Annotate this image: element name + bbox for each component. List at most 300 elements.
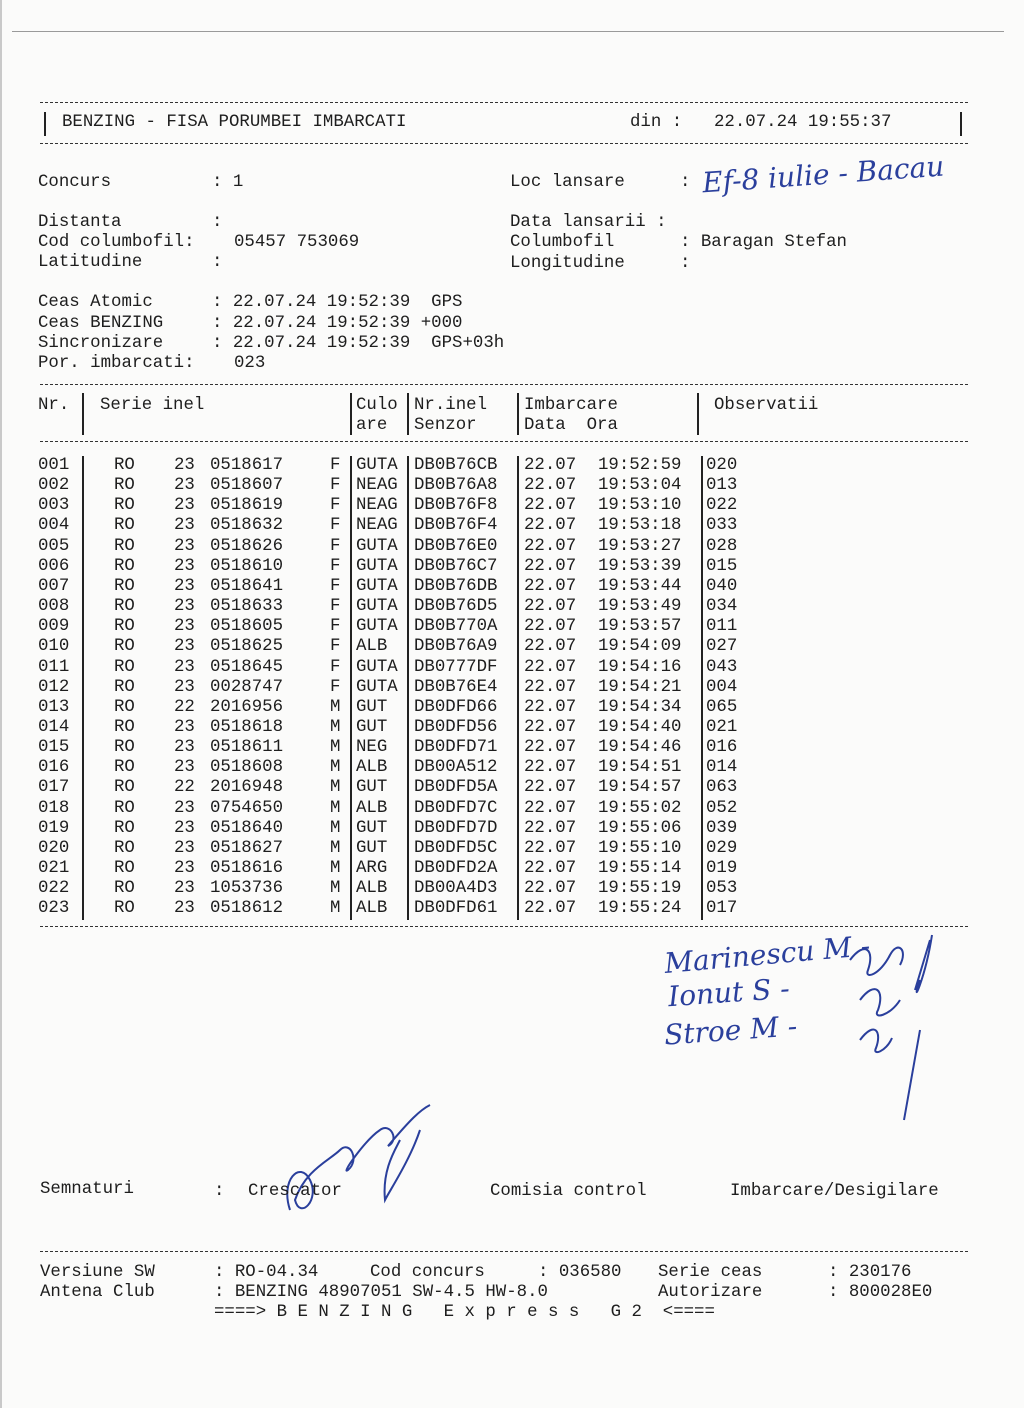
column-divider [517,537,519,558]
column-divider [517,577,519,598]
ceas-atomic-label: Ceas Atomic [38,293,153,312]
cell-time: 19:53:44 [598,576,682,596]
cell-observatii: 004 [706,677,738,697]
column-divider [82,698,84,719]
cell-date: 22.07 [524,637,577,657]
column-divider [82,738,84,759]
cell-ring-number: 0518627 [210,838,284,858]
ceas-benzing-value: : 22.07.24 19:52:39 +000 [212,314,463,333]
column-divider [82,879,84,900]
cell-date: 22.07 [524,677,577,697]
cell-country: RO [114,838,135,858]
serie-ceas-value: : 230176 [828,1263,912,1282]
imbarcare-desigilare-label: Imbarcare/Desigilare [730,1182,939,1201]
document-title: BENZING - FISA PORUMBEI IMBARCATI [62,113,407,132]
column-divider [350,537,352,558]
cell-sensor: DB0B76DB [414,576,498,596]
concurs-value: : 1 [212,173,244,192]
cell-country: RO [114,556,135,576]
cell-color: ALB [356,899,388,919]
cell-time: 19:53:39 [598,556,682,576]
cell-year: 23 [174,657,195,677]
column-divider [350,819,352,840]
cell-time: 19:54:21 [598,677,682,697]
cell-year: 23 [174,738,195,758]
table-rule-header [40,441,968,442]
comisia-label: Comisia control [490,1182,647,1201]
column-divider [350,476,352,497]
cell-time: 19:52:59 [598,456,682,475]
cell-date: 22.07 [524,657,577,677]
cell-time: 19:54:51 [598,758,682,778]
cell-country: RO [114,899,135,919]
column-divider [517,516,519,537]
longitudine-label: Longitudine [510,254,625,273]
cell-time: 19:54:16 [598,657,682,677]
sincronizare-label: Sincronizare [38,334,164,353]
table-row [0,537,1024,557]
cell-ring-number: 0518641 [210,576,284,596]
column-divider [517,778,519,799]
th-imbarcare-1: Imbarcare [524,396,618,415]
table-row [0,879,1024,899]
cell-country: RO [114,879,135,899]
table-row [0,819,1024,839]
cell-date: 22.07 [524,798,577,818]
header-bar-left [44,112,46,136]
column-divider [82,637,84,658]
cell-sex: F [330,597,341,617]
column-divider [701,879,703,900]
column-divider [701,839,703,860]
cod-concurs-label: Cod concurs [370,1263,485,1282]
column-divider [407,778,409,799]
cell-ring-number: 1053736 [210,879,284,899]
cell-date: 22.07 [524,717,577,737]
cell-year: 23 [174,516,195,536]
column-divider [407,496,409,517]
cell-color: GUTA [356,576,398,596]
cell-time: 19:53:10 [598,496,682,516]
cell-time: 19:55:06 [598,818,682,838]
cell-observatii: 014 [706,758,738,778]
table-row [0,758,1024,778]
cell-year: 23 [174,556,195,576]
table-row [0,456,1024,476]
cell-nr: 019 [38,818,70,838]
table-row [0,799,1024,819]
column-divider [701,597,703,618]
cod-columbofil-value: 05457 753069 [234,233,360,252]
table-row [0,839,1024,859]
cell-color: GUT [356,818,388,838]
cell-nr: 006 [38,556,70,576]
th-nr: Nr. [38,396,70,415]
column-divider [82,577,84,598]
column-divider [350,879,352,900]
cell-year: 22 [174,697,195,717]
cell-color: GUTA [356,657,398,677]
column-divider [701,476,703,497]
cell-observatii: 034 [706,597,738,617]
cell-sex: M [330,899,341,919]
column-divider [350,637,352,658]
cell-sex: F [330,617,341,637]
th-bar-2 [350,393,352,435]
th-bar-5 [697,393,699,435]
cell-color: ALB [356,758,388,778]
cell-nr: 010 [38,637,70,657]
column-divider [407,698,409,719]
cell-sex: F [330,496,341,516]
cell-time: 19:54:46 [598,738,682,758]
commission-signatures [820,920,960,1130]
header-rule-bottom [40,143,968,144]
column-divider [701,718,703,739]
cell-observatii: 021 [706,717,738,737]
footer-rule [40,1251,968,1252]
th-bar-3 [407,393,409,435]
column-divider [82,778,84,799]
versiune-value: : RO-04.34 [214,1263,319,1282]
column-divider [517,839,519,860]
breeder-signature [270,1100,460,1230]
table-row [0,899,1024,919]
crescator-label: Crescator [248,1182,342,1201]
cell-date: 22.07 [524,536,577,556]
cell-ring-number: 0518618 [210,717,284,737]
column-divider [82,456,84,477]
distanta-value: : [212,213,223,232]
table-row [0,738,1024,758]
column-divider [82,718,84,739]
cell-year: 23 [174,818,195,838]
cell-color: GUT [356,717,388,737]
column-divider [350,516,352,537]
cell-observatii: 011 [706,617,738,637]
cell-observatii: 020 [706,456,738,475]
columbofil-value: : Baragan Stefan [680,233,847,252]
th-culoare-1: Culo [356,396,398,415]
cell-country: RO [114,456,135,475]
cell-time: 19:53:57 [598,617,682,637]
column-divider [350,718,352,739]
cell-ring-number: 2016956 [210,697,284,717]
column-divider [407,678,409,699]
cell-date: 22.07 [524,576,577,596]
column-divider [350,597,352,618]
column-divider [701,698,703,719]
column-divider [407,597,409,618]
cell-sex: M [330,838,341,858]
cell-date: 22.07 [524,597,577,617]
cell-color: NEAG [356,516,398,536]
cell-sensor: DB0B76F4 [414,516,498,536]
cod-concurs-value: : 036580 [538,1263,622,1282]
column-divider [517,617,519,638]
loc-handwritten: Ef-8 iulie - Bacau [701,149,946,200]
cell-sensor: DB0B76F8 [414,496,498,516]
table-row [0,859,1024,879]
concurs-label: Concurs [38,173,112,192]
cell-sex: F [330,576,341,596]
cell-sex: M [330,738,341,758]
cell-time: 19:54:40 [598,717,682,737]
cell-date: 22.07 [524,516,577,536]
cell-date: 22.07 [524,556,577,576]
column-divider [407,859,409,880]
column-divider [82,537,84,558]
cell-observatii: 013 [706,476,738,496]
cell-sex: F [330,536,341,556]
cell-sensor: DB0DFD7C [414,798,498,818]
cell-nr: 022 [38,879,70,899]
cell-time: 19:53:04 [598,476,682,496]
cell-sensor: DB0B76C7 [414,556,498,576]
column-divider [701,617,703,638]
column-divider [701,537,703,558]
cell-sex: F [330,556,341,576]
column-divider [701,678,703,699]
cell-sensor: DB0B76D5 [414,597,498,617]
column-divider [407,718,409,739]
cell-sex: F [330,657,341,677]
cell-time: 19:55:10 [598,838,682,858]
column-divider [82,617,84,638]
cell-ring-number: 0754650 [210,798,284,818]
th-serie-inel: Serie inel [100,396,205,415]
cell-country: RO [114,778,135,798]
cell-sex: F [330,516,341,536]
cell-nr: 013 [38,697,70,717]
cell-sex: M [330,758,341,778]
cell-year: 23 [174,496,195,516]
cell-year: 23 [174,859,195,878]
cell-date: 22.07 [524,496,577,516]
cell-ring-number: 0518626 [210,536,284,556]
cell-year: 23 [174,536,195,556]
cell-nr: 014 [38,717,70,737]
column-divider [701,456,703,477]
cell-ring-number: 0518611 [210,738,284,758]
antena-value: : BENZING 48907051 SW-4.5 HW-8.0 [214,1283,548,1302]
cell-date: 22.07 [524,879,577,899]
column-divider [517,476,519,497]
column-divider [407,819,409,840]
th-nr-inel-1: Nr.inel [414,396,488,415]
cell-nr: 016 [38,758,70,778]
cell-year: 23 [174,798,195,818]
table-row [0,698,1024,718]
cell-color: GUTA [356,617,398,637]
cell-nr: 023 [38,899,70,919]
column-divider [701,516,703,537]
column-divider [407,658,409,679]
column-divider [350,799,352,820]
column-divider [350,899,352,920]
column-divider [350,839,352,860]
cell-ring-number: 0518617 [210,456,284,475]
table-row [0,577,1024,597]
din-value: 22.07.24 19:55:37 [714,113,892,132]
cell-color: GUTA [356,536,398,556]
cell-nr: 017 [38,778,70,798]
cell-sensor: DB0DFD7D [414,818,498,838]
data-lansarii-label: Data lansarii : [510,213,667,232]
column-divider [407,758,409,779]
cell-color: GUTA [356,597,398,617]
column-divider [350,617,352,638]
cell-observatii: 017 [706,899,738,919]
por-imbarcati-label: Por. imbarcati: [38,354,195,373]
column-divider [350,738,352,759]
cell-ring-number: 0518612 [210,899,284,919]
distanta-label: Distanta [38,213,122,232]
th-culoare-2: are [356,416,388,435]
cell-date: 22.07 [524,476,577,496]
cell-date: 22.07 [524,899,577,919]
cell-ring-number: 0518632 [210,516,284,536]
column-divider [407,738,409,759]
cell-ring-number: 0518616 [210,859,284,878]
cell-date: 22.07 [524,456,577,475]
cell-nr: 012 [38,677,70,697]
cell-color: NEG [356,738,388,758]
cell-sensor: DB0DFD5A [414,778,498,798]
cell-sensor: DB0B76CB [414,456,498,475]
cell-observatii: 028 [706,536,738,556]
cell-observatii: 063 [706,778,738,798]
cell-observatii: 039 [706,818,738,838]
cell-color: NEAG [356,496,398,516]
column-divider [407,637,409,658]
cell-sensor: DB0B76E4 [414,677,498,697]
column-divider [701,738,703,759]
column-divider [517,859,519,880]
column-divider [517,698,519,719]
cell-country: RO [114,476,135,496]
column-divider [82,557,84,578]
cell-nr: 011 [38,657,70,677]
latitudine-value: : [212,253,223,272]
ceas-benzing-label: Ceas BENZING [38,314,164,333]
cell-sex: M [330,879,341,899]
column-divider [82,819,84,840]
cell-year: 23 [174,576,195,596]
cell-observatii: 040 [706,576,738,596]
cell-color: ALB [356,879,388,899]
cell-sensor: DB00A512 [414,758,498,778]
cell-date: 22.07 [524,738,577,758]
cell-nr: 008 [38,597,70,617]
column-divider [701,778,703,799]
column-divider [350,758,352,779]
cell-sensor: DB0B770A [414,617,498,637]
cell-sex: M [330,859,341,878]
cell-country: RO [114,798,135,818]
column-divider [517,557,519,578]
cell-color: ALB [356,637,388,657]
cell-country: RO [114,677,135,697]
cell-nr: 015 [38,738,70,758]
cell-date: 22.07 [524,838,577,858]
column-divider [701,899,703,920]
table-row [0,597,1024,617]
cell-observatii: 053 [706,879,738,899]
cell-sensor: DB0B76E0 [414,536,498,556]
column-divider [517,456,519,477]
cell-year: 23 [174,879,195,899]
table-row [0,718,1024,738]
cell-nr: 002 [38,476,70,496]
column-divider [517,496,519,517]
th-observatii: Observatii [714,396,819,415]
cell-ring-number: 0518605 [210,617,284,637]
column-divider [517,738,519,759]
column-divider [407,839,409,860]
column-divider [82,839,84,860]
longitudine-value: : [680,254,691,273]
column-divider [82,859,84,880]
header-rule-top [40,102,968,103]
cell-nr: 001 [38,456,70,475]
th-bar-4 [517,393,519,435]
header-bar-right [960,112,962,136]
cell-sex: M [330,697,341,717]
column-divider [701,577,703,598]
loc-label: Loc lansare [510,173,625,192]
cell-time: 19:53:49 [598,597,682,617]
cell-color: GUT [356,697,388,717]
cell-nr: 021 [38,859,70,878]
cell-time: 19:55:14 [598,859,682,878]
cell-sensor: DB0DFD56 [414,717,498,737]
cell-date: 22.07 [524,697,577,717]
autorizare-value: : 800028E0 [828,1283,933,1302]
cell-year: 23 [174,637,195,657]
cell-country: RO [114,657,135,677]
cell-observatii: 027 [706,637,738,657]
cell-color: GUTA [356,556,398,576]
cell-sex: F [330,476,341,496]
cell-nr: 003 [38,496,70,516]
column-divider [350,678,352,699]
column-divider [350,577,352,598]
column-divider [407,557,409,578]
versiune-label: Versiune SW [40,1263,155,1282]
column-divider [407,537,409,558]
cell-ring-number: 2016948 [210,778,284,798]
column-divider [82,597,84,618]
column-divider [701,496,703,517]
table-row [0,557,1024,577]
table-row [0,516,1024,536]
cell-country: RO [114,617,135,637]
column-divider [407,516,409,537]
autorizare-label: Autorizare [658,1283,763,1302]
ceas-atomic-value: : 22.07.24 19:52:39 GPS [212,293,463,312]
column-divider [82,476,84,497]
cell-observatii: 019 [706,859,738,878]
cell-time: 19:55:02 [598,798,682,818]
cell-ring-number: 0518610 [210,556,284,576]
cell-country: RO [114,859,135,878]
cell-observatii: 016 [706,738,738,758]
cell-ring-number: 0518608 [210,758,284,778]
cell-date: 22.07 [524,617,577,637]
cell-date: 22.07 [524,859,577,878]
por-imbarcati-value: 023 [234,354,266,373]
